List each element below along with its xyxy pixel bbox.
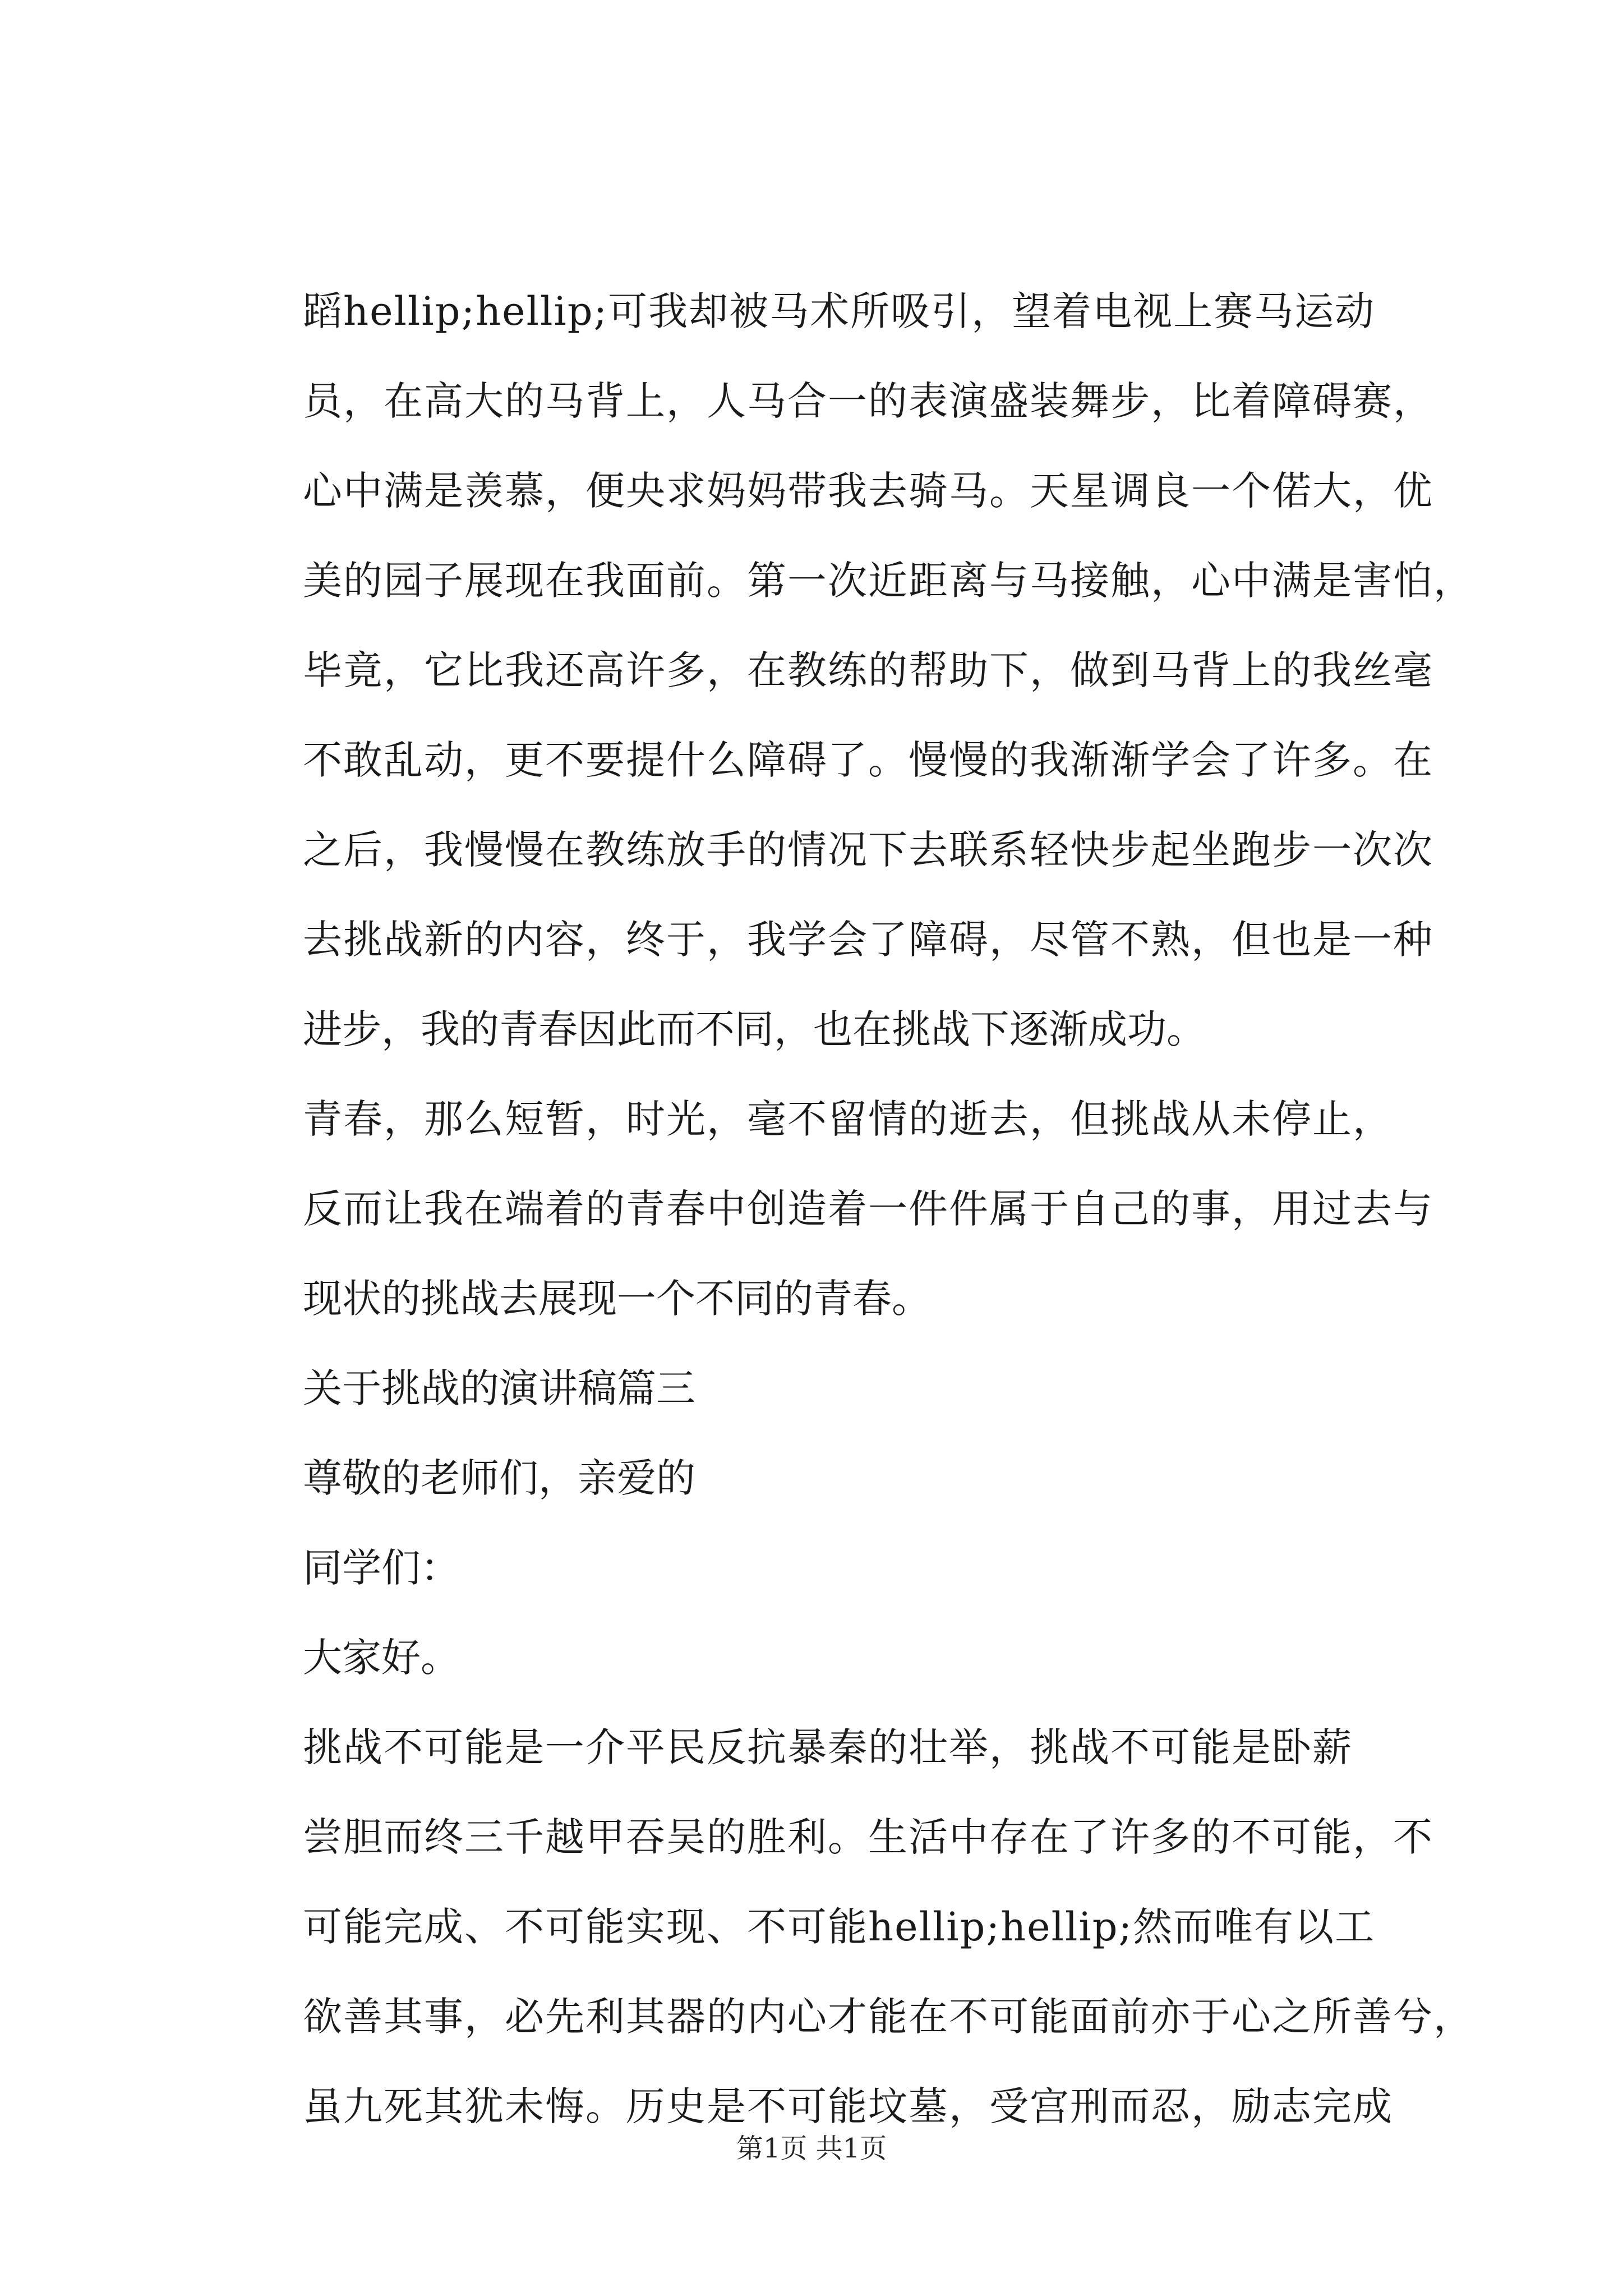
body-line: 进步，我的青春因此而不同，也在挑战下逐渐成功。 [303,1006,1206,1052]
greeting-line: 大家好。 [303,1635,460,1681]
salutation-line: 同学们： [303,1545,460,1591]
body-line: 去挑战新的内容，终于，我学会了障碍，尽管不熟，但也是一种 [303,917,1433,963]
body-line: 蹈hellip;hellip;可我却被马术所吸引，望着电视上赛马运动 [303,288,1376,334]
body-line: 尝胆而终三千越甲吞吴的胜利。生活中存在了许多的不可能，不 [303,1814,1433,1860]
body-line: 美的园子展现在我面前。第一次近距离与马接触，心中满是害怕， [303,558,1474,604]
body-line: 不敢乱动，更不要提什么障碍了。慢慢的我渐渐学会了许多。在 [303,737,1433,783]
page-footer: 第1页 共1页 [736,2133,887,2164]
body-line: 心中满是羡慕，便央求妈妈带我去骑马。天星调良一个偌大，优 [303,468,1433,514]
body-line: 员，在高大的马背上，人马合一的表演盛装舞步，比着障碍赛， [303,378,1433,424]
section-heading: 关于挑战的演讲稿篇三 [303,1365,695,1411]
body-line: 反而让我在端着的青春中创造着一件件属于自己的事，用过去与 [303,1186,1433,1232]
salutation-line: 尊敬的老师们，亲爱的 [303,1455,695,1501]
body-line: 之后，我慢慢在教练放手的情况下去联系轻快步起坐跑步一次次 [303,827,1433,873]
body-line: 虽九死其犹未悔。历史是不可能坟墓，受宫刑而忍，励志完成 [303,2083,1393,2129]
body-line: 欲善其事，必先利其器的内心才能在不可能面前亦于心之所善兮， [303,1994,1474,2040]
body-line: 青春，那么短暂，时光，毫不留情的逝去，但挑战从未停止， [303,1096,1393,1142]
body-line: 挑战不可能是一介平民反抗暴秦的壮举，挑战不可能是卧薪 [303,1724,1353,1770]
body-line: 现状的挑战去展现一个不同的青春。 [303,1276,931,1322]
body-line: 可能完成、不可能实现、不可能hellip;hellip;然而唯有以工 [303,1904,1376,1950]
body-line: 毕竟，它比我还高许多，在教练的帮助下，做到马背上的我丝毫 [303,647,1433,693]
